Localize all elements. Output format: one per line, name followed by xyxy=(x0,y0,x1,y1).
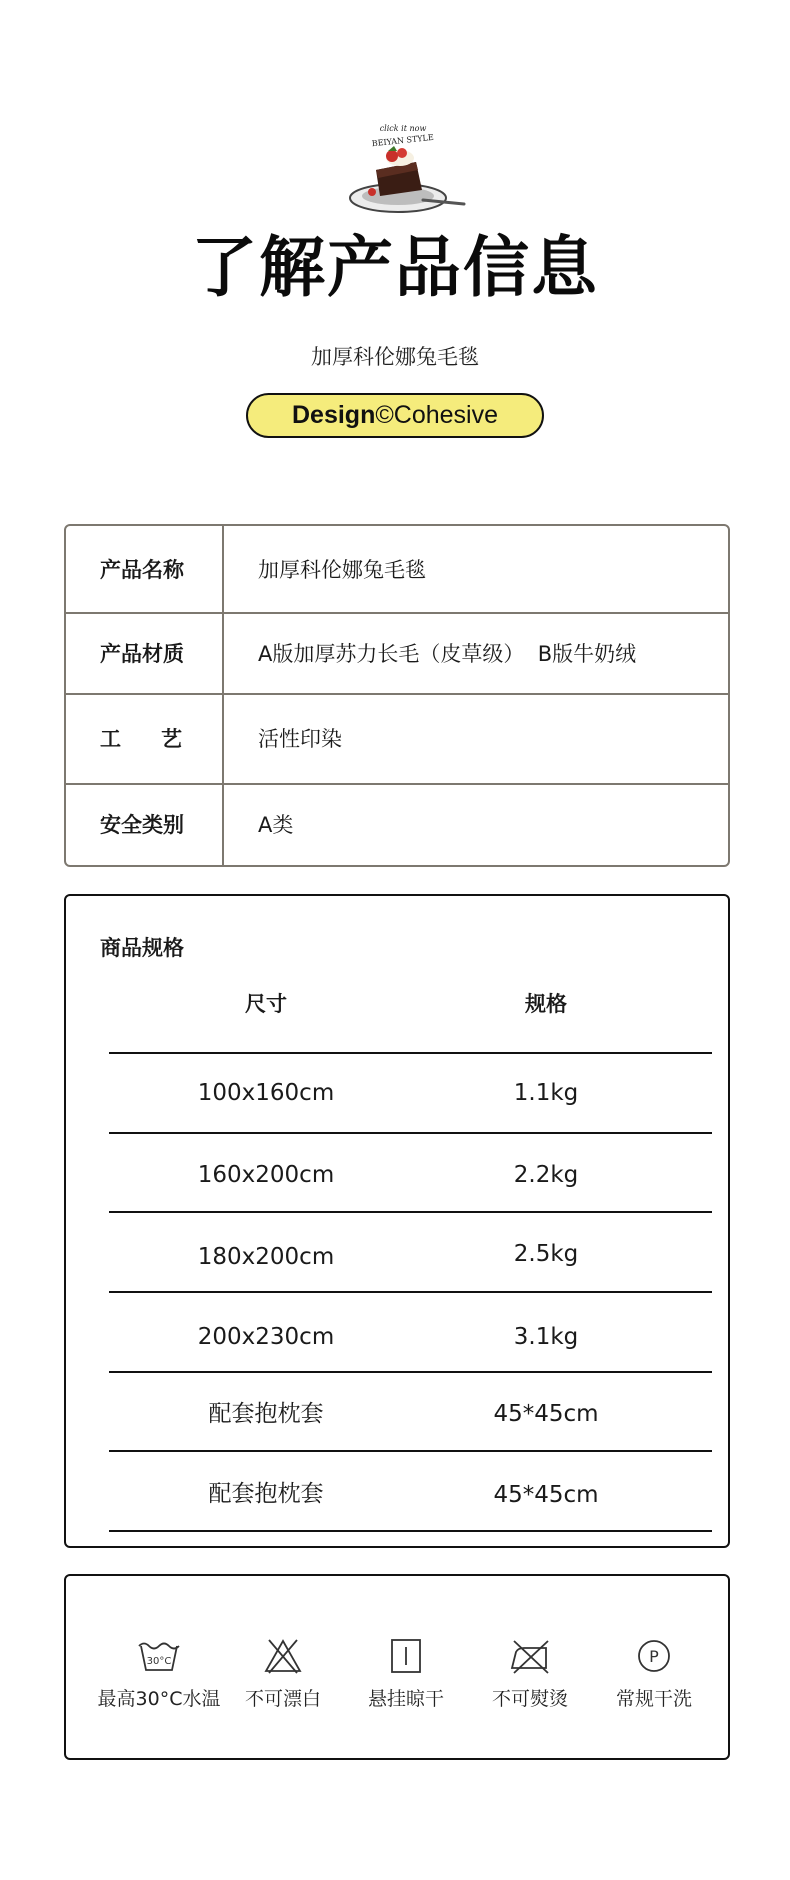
brand-rest-text: ©Cohesive xyxy=(375,401,498,429)
svg-text:BEIYAN STYLE: BEIYAN STYLE xyxy=(371,132,435,149)
spec-header-size: 尺寸 xyxy=(245,992,287,1016)
table-divider xyxy=(109,1450,712,1452)
spec-size-cell: 180x200cm xyxy=(197,1244,335,1270)
spec-size-cell: 200x230cm xyxy=(197,1324,335,1350)
info-value: 加厚科伦娜兔毛毯 xyxy=(258,558,426,582)
info-label: 安全类别 xyxy=(66,783,224,865)
care-label: 悬挂晾干 xyxy=(367,1688,444,1710)
table-divider xyxy=(109,1211,712,1213)
spec-value-cell: 2.5kg xyxy=(513,1241,579,1267)
spec-size-cell: 160x200cm xyxy=(197,1162,335,1188)
table-divider xyxy=(109,1052,712,1054)
care-instructions xyxy=(64,1574,730,1760)
care-item-dryclean xyxy=(588,1636,720,1711)
no-bleach-icon xyxy=(259,1636,307,1676)
table-divider xyxy=(109,1371,712,1373)
spec-value-cell: 3.1kg xyxy=(513,1324,579,1350)
spec-value-cell: 1.1kg xyxy=(513,1080,579,1106)
info-label: 工艺 xyxy=(66,693,224,783)
info-row xyxy=(66,693,728,785)
table-divider xyxy=(109,1291,712,1293)
svg-text:click it now: click it now xyxy=(379,124,427,133)
no-iron-icon xyxy=(506,1636,554,1676)
spec-size-cell: 100x160cm xyxy=(197,1080,335,1106)
care-item-hang xyxy=(340,1636,472,1711)
care-item-iron xyxy=(464,1636,596,1711)
table-divider xyxy=(109,1132,712,1134)
cake-logo-icon xyxy=(338,120,468,220)
brand-logo xyxy=(338,120,468,220)
product-info-table xyxy=(64,524,730,867)
care-label: 不可熨烫 xyxy=(491,1688,568,1710)
info-label: 产品名称 xyxy=(66,526,224,612)
spec-value-cell: 45*45cm xyxy=(493,1482,599,1508)
brand-pill xyxy=(246,393,544,438)
spec-size-cell: 配套抱枕套 xyxy=(208,1481,324,1507)
care-label: 不可漂白 xyxy=(244,1688,321,1710)
info-row xyxy=(66,612,728,695)
info-value: 活性印染 xyxy=(258,727,342,751)
spec-header-spec: 规格 xyxy=(525,992,567,1016)
spec-table xyxy=(64,894,730,1548)
info-value: A版加厚苏力长毛（皮草级） B版牛奶绒 xyxy=(258,641,637,666)
info-row xyxy=(66,783,728,865)
dry-clean-icon xyxy=(630,1636,678,1676)
product-subtitle: 加厚科伦娜兔毛毯 xyxy=(311,345,479,369)
spec-size-cell: 配套抱枕套 xyxy=(208,1401,324,1427)
svg-text:P: P xyxy=(649,1647,659,1666)
info-label: 产品材质 xyxy=(66,612,224,693)
care-item-wash xyxy=(93,1636,225,1711)
spec-value-cell: 2.2kg xyxy=(513,1162,579,1188)
care-label: 常规干洗 xyxy=(615,1688,692,1710)
page-title: 了解产品信息 xyxy=(191,229,599,306)
hang-dry-icon xyxy=(382,1636,430,1676)
spec-title: 商品规格 xyxy=(100,936,184,960)
spec-value-cell: 45*45cm xyxy=(493,1401,599,1427)
brand-bold-text: Design xyxy=(291,401,376,429)
care-item-bleach xyxy=(217,1636,349,1711)
table-divider xyxy=(109,1530,712,1532)
wash-30-icon xyxy=(135,1636,183,1676)
care-label: 最高30°C水温 xyxy=(97,1688,221,1710)
info-value: A类 xyxy=(258,813,294,837)
svg-text:30°C: 30°C xyxy=(146,1656,172,1667)
info-row xyxy=(66,526,728,614)
